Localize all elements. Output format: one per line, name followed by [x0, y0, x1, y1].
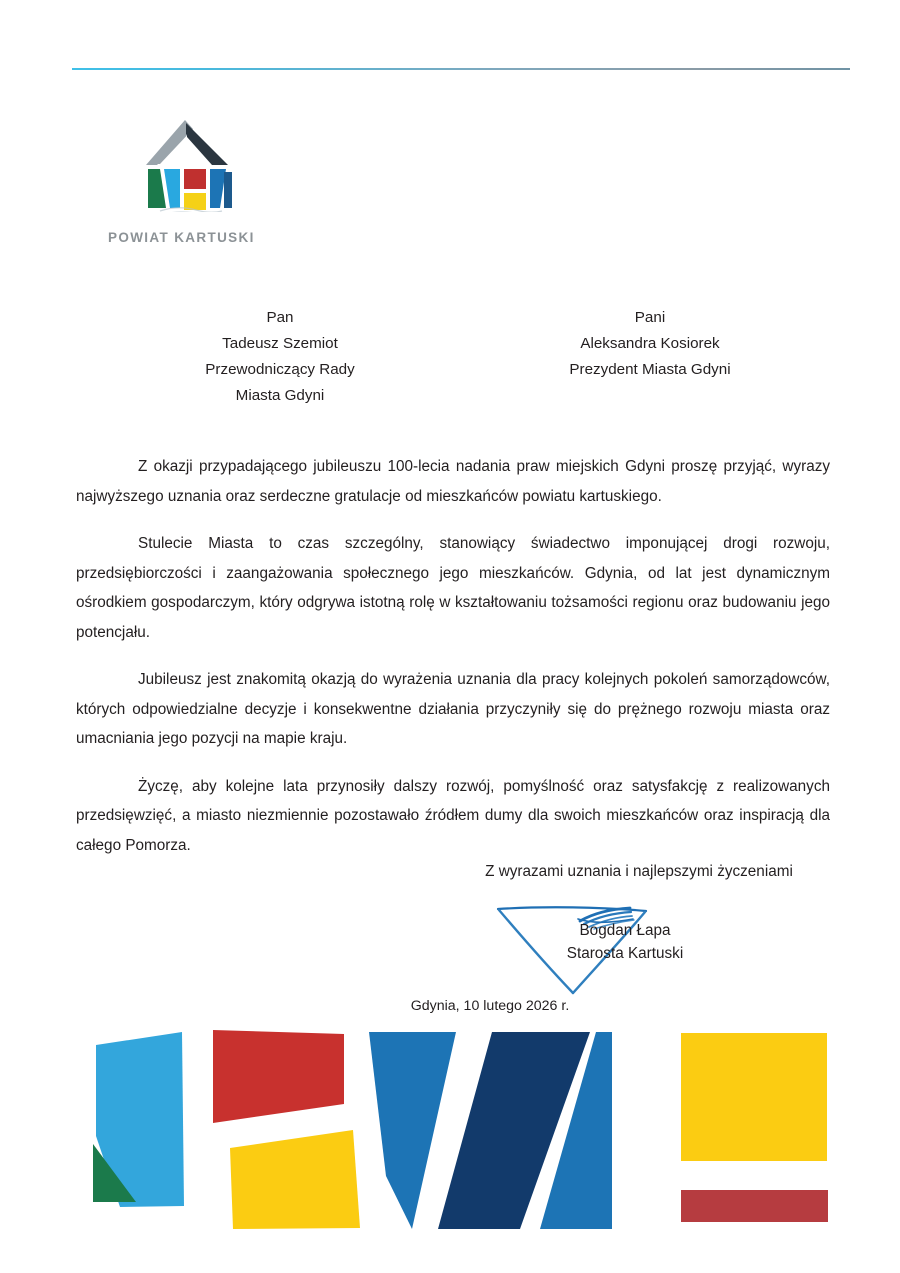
date-line: Gdynia, 10 lutego 2026 r.	[410, 998, 570, 1014]
closing-valediction: Z wyrazami uznania i najlepszymi życzeniami	[485, 863, 793, 880]
powiat-kartuski-house-logo	[140, 112, 240, 212]
body-paragraph-4: Życzę, aby kolejne lata przynosiły dalszy rozwój, pomyślność oraz satysfakcję z realizowanych przedsięwzięć, a miasto niezmiennie pozostawało źródłem dumy dla swoich mieszkańców oraz inspiracją dla całego Pomorza.	[76, 777, 830, 854]
signature-names	[500, 919, 750, 965]
addressee-left-title-line2: Miasta Gdyni	[235, 387, 325, 404]
addressee-right-title-line1: Prezydent Miasta Gdyni	[569, 361, 731, 378]
body-paragraph-2: Stulecie Miasta to czas szczególny, stanowiący świadectwo imponującej drogi rozwoju, przedsiębiorczości i zaangażowania społecznego jego mieszkańców. Gdynia, od lat jest dynamicznym ośrodkiem gospodarczym, który odgrywa istotną rolę w kształtowaniu tożsamości regionu oraz budowaniu jego potencjału.	[76, 535, 830, 641]
logo-caption: POWIAT KARTUSKI	[108, 230, 255, 245]
addressee-right	[520, 305, 780, 383]
addressee-left-salutation: Pan	[266, 309, 294, 326]
header-rule	[72, 68, 850, 70]
addressee-right-name: Aleksandra Kosiorek	[580, 335, 720, 352]
signatory-position: Starosta Kartuski	[566, 945, 684, 962]
body-paragraph-3: Jubileusz jest znakomitą okazją do wyrażenia uznania dla pracy kolejnych pokoleń samorządowców, których odpowiedzialne decyzje i konsekwentne działania przyczyniły się do prężnego rozwoju miasta oraz umacniania jego pozycji na mapie kraju.	[76, 671, 830, 747]
addressee-left-name: Tadeusz Szemiot	[222, 335, 338, 352]
addressee-right-salutation: Pani	[634, 309, 666, 326]
body-paragraph-1: Z okazji przypadającego jubileuszu 100-lecia nadania praw miejskich Gdyni proszę przyjąć, wyrazy najwyższego uznania oraz serdeczne gratulacje od mieszkańców powiatu kartuskiego.	[76, 458, 830, 505]
signatory-name: Bogdan Łapa	[579, 922, 671, 939]
addressee-left	[180, 305, 380, 409]
signature-block	[500, 905, 750, 1000]
jubilee-100-geometric-banner	[0, 1016, 900, 1241]
letter-body	[76, 452, 830, 860]
addressee-left-title-line1: Przewodniczący Rady	[205, 361, 355, 378]
